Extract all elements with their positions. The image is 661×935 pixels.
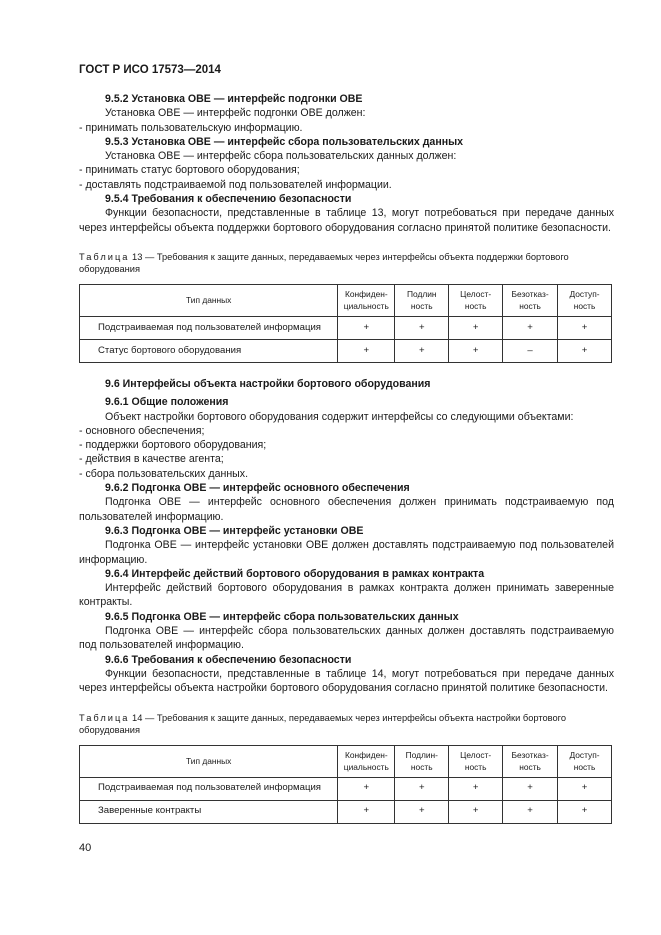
table-14	[79, 745, 612, 824]
paragraph: Функции безопасности, представленные в таблице 14, могут потребоваться при передаче данных через интерфейсы объекта настройки бортового оборудования согласно принятой политике безопасности.	[79, 667, 614, 695]
table-cell: +	[449, 777, 503, 800]
table-cell: Подстраиваемая под пользователей информация	[80, 316, 338, 339]
paragraph: Подгонка OBE — интерфейс основного обеспечения должен принимать подстраиваемую под пользователей информацию.	[79, 496, 614, 523]
caption-label: Таблица	[79, 251, 130, 262]
header-cell: Целост- ность	[449, 284, 503, 316]
section-heading-9-6-2: 9.6.2 Подгонка OBE — интерфейс основного обеспечения	[105, 482, 410, 495]
table-cell: +	[558, 316, 612, 339]
table-cell: +	[449, 800, 503, 823]
paragraph: Подгонка OBE — интерфейс установки OBE должен доставлять подстраиваемую под пользователей информацию.	[79, 539, 614, 566]
table-cell: Подстраиваемая под пользователей информация	[80, 777, 338, 800]
table-cell: +	[395, 800, 449, 823]
section-heading-9-6: 9.6 Интерфейсы объекта настройки бортового оборудования	[105, 377, 431, 390]
table-cell: +	[338, 800, 395, 823]
header-cell: Безотказ- ность	[503, 284, 558, 316]
section-heading-9-6-1: 9.6.1 Общие положения	[105, 396, 229, 409]
page-number: 40	[79, 842, 92, 854]
header-cell: Подлин- ность	[395, 745, 449, 777]
table-13	[79, 284, 612, 363]
section-heading-9-6-6: 9.6.6 Требования к обеспечению безопасности	[105, 653, 352, 666]
table-row	[80, 316, 612, 339]
table-cell: +	[395, 339, 449, 362]
section-heading-9-5-4: 9.5.4 Требования к обеспечению безопасности	[105, 193, 352, 206]
list-item: - действия в качестве агента;	[79, 453, 224, 466]
section-heading-9-6-4: 9.6.4 Интерфейс действий бортового оборудования в рамках контракта	[105, 567, 485, 580]
caption-text: 13 — Требования к защите данных, передаваемых через интерфейсы объекта поддержки бортового оборудования	[79, 251, 569, 274]
section-heading-9-5-3: 9.5.3 Установка OBE — интерфейс сбора пользовательских данных	[105, 135, 464, 148]
paragraph: Установка OBE — интерфейс подгонки OBE должен:	[105, 107, 366, 120]
page-content	[79, 92, 614, 838]
table-cell: +	[395, 777, 449, 800]
table-row	[80, 800, 612, 823]
table-cell: +	[558, 777, 612, 800]
table-cell: Статус бортового оборудования	[80, 339, 338, 362]
caption-label: Таблица	[79, 712, 130, 723]
paragraph: Установка OBE — интерфейс сбора пользовательских данных должен:	[105, 150, 457, 163]
header-cell: Целост- ность	[449, 745, 503, 777]
table-cell: +	[503, 316, 558, 339]
table-cell: +	[338, 316, 395, 339]
table-cell: +	[503, 777, 558, 800]
table-cell: +	[338, 777, 395, 800]
table-header-row	[80, 745, 612, 777]
table-cell: +	[449, 316, 503, 339]
table-row	[80, 777, 612, 800]
header-cell: Безотказ- ность	[503, 745, 558, 777]
header-cell: Доступ- ность	[558, 284, 612, 316]
table-cell: +	[558, 339, 612, 362]
section-heading-9-6-5: 9.6.5 Подгонка OBE — интерфейс сбора пользовательских данных	[105, 610, 459, 623]
header-cell: Подлин ность	[395, 284, 449, 316]
list-item: - принимать пользовательскую информацию.	[79, 121, 303, 134]
list-item: - доставлять подстраиваемой под пользователей информации.	[79, 178, 392, 191]
table-cell: +	[449, 339, 503, 362]
list-item: - сбора пользовательских данных.	[79, 467, 249, 480]
caption-text: 14 — Требования к защите данных, передаваемых через интерфейсы объекта настройки бортового оборудования	[79, 712, 567, 735]
paragraph: Интерфейс действий бортового оборудования в рамках контракта должен принимать заверенные контракты.	[79, 582, 614, 609]
table-cell: +	[558, 800, 612, 823]
paragraph: Подгонка OBE — интерфейс сбора пользовательских данных должен доставлять подстраиваемую под пользователей информацию.	[79, 625, 614, 652]
header-cell: Конфиден- циальность	[338, 745, 395, 777]
section-heading-9-6-3: 9.6.3 Подгонка OBE — интерфейс установки OBE	[105, 524, 364, 537]
table-caption-14	[79, 712, 614, 736]
header-cell: Тип данных	[80, 745, 338, 777]
header-cell: Тип данных	[80, 284, 338, 316]
table-caption-13	[79, 251, 614, 275]
list-item: - принимать статус бортового оборудования;	[79, 164, 300, 177]
list-item: - поддержки бортового оборудования;	[79, 439, 267, 452]
table-cell: +	[503, 800, 558, 823]
section-heading-9-5-2: 9.5.2 Установка OBE — интерфейс подгонки OBE	[105, 93, 363, 105]
list-item: - основного обеспечения;	[79, 424, 205, 437]
header-cell: Доступ- ность	[558, 745, 612, 777]
header-cell: Конфиден- циальность	[338, 284, 395, 316]
paragraph: Функции безопасности, представленные в таблице 13, могут потребоваться при передаче данных через интерфейсы объекта поддержки бортового оборудования согласно принятой политике безопасности.	[79, 207, 614, 234]
table-cell: +	[395, 316, 449, 339]
table-row	[80, 339, 612, 362]
paragraph: Объект настройки бортового оборудования содержит интерфейсы со следующими объектами:	[105, 410, 574, 423]
table-cell: Заверенные контракты	[80, 800, 338, 823]
table-header-row	[80, 284, 612, 316]
table-cell: –	[503, 339, 558, 362]
table-cell: +	[338, 339, 395, 362]
document-header: ГОСТ Р ИСО 17573—2014	[79, 64, 221, 76]
